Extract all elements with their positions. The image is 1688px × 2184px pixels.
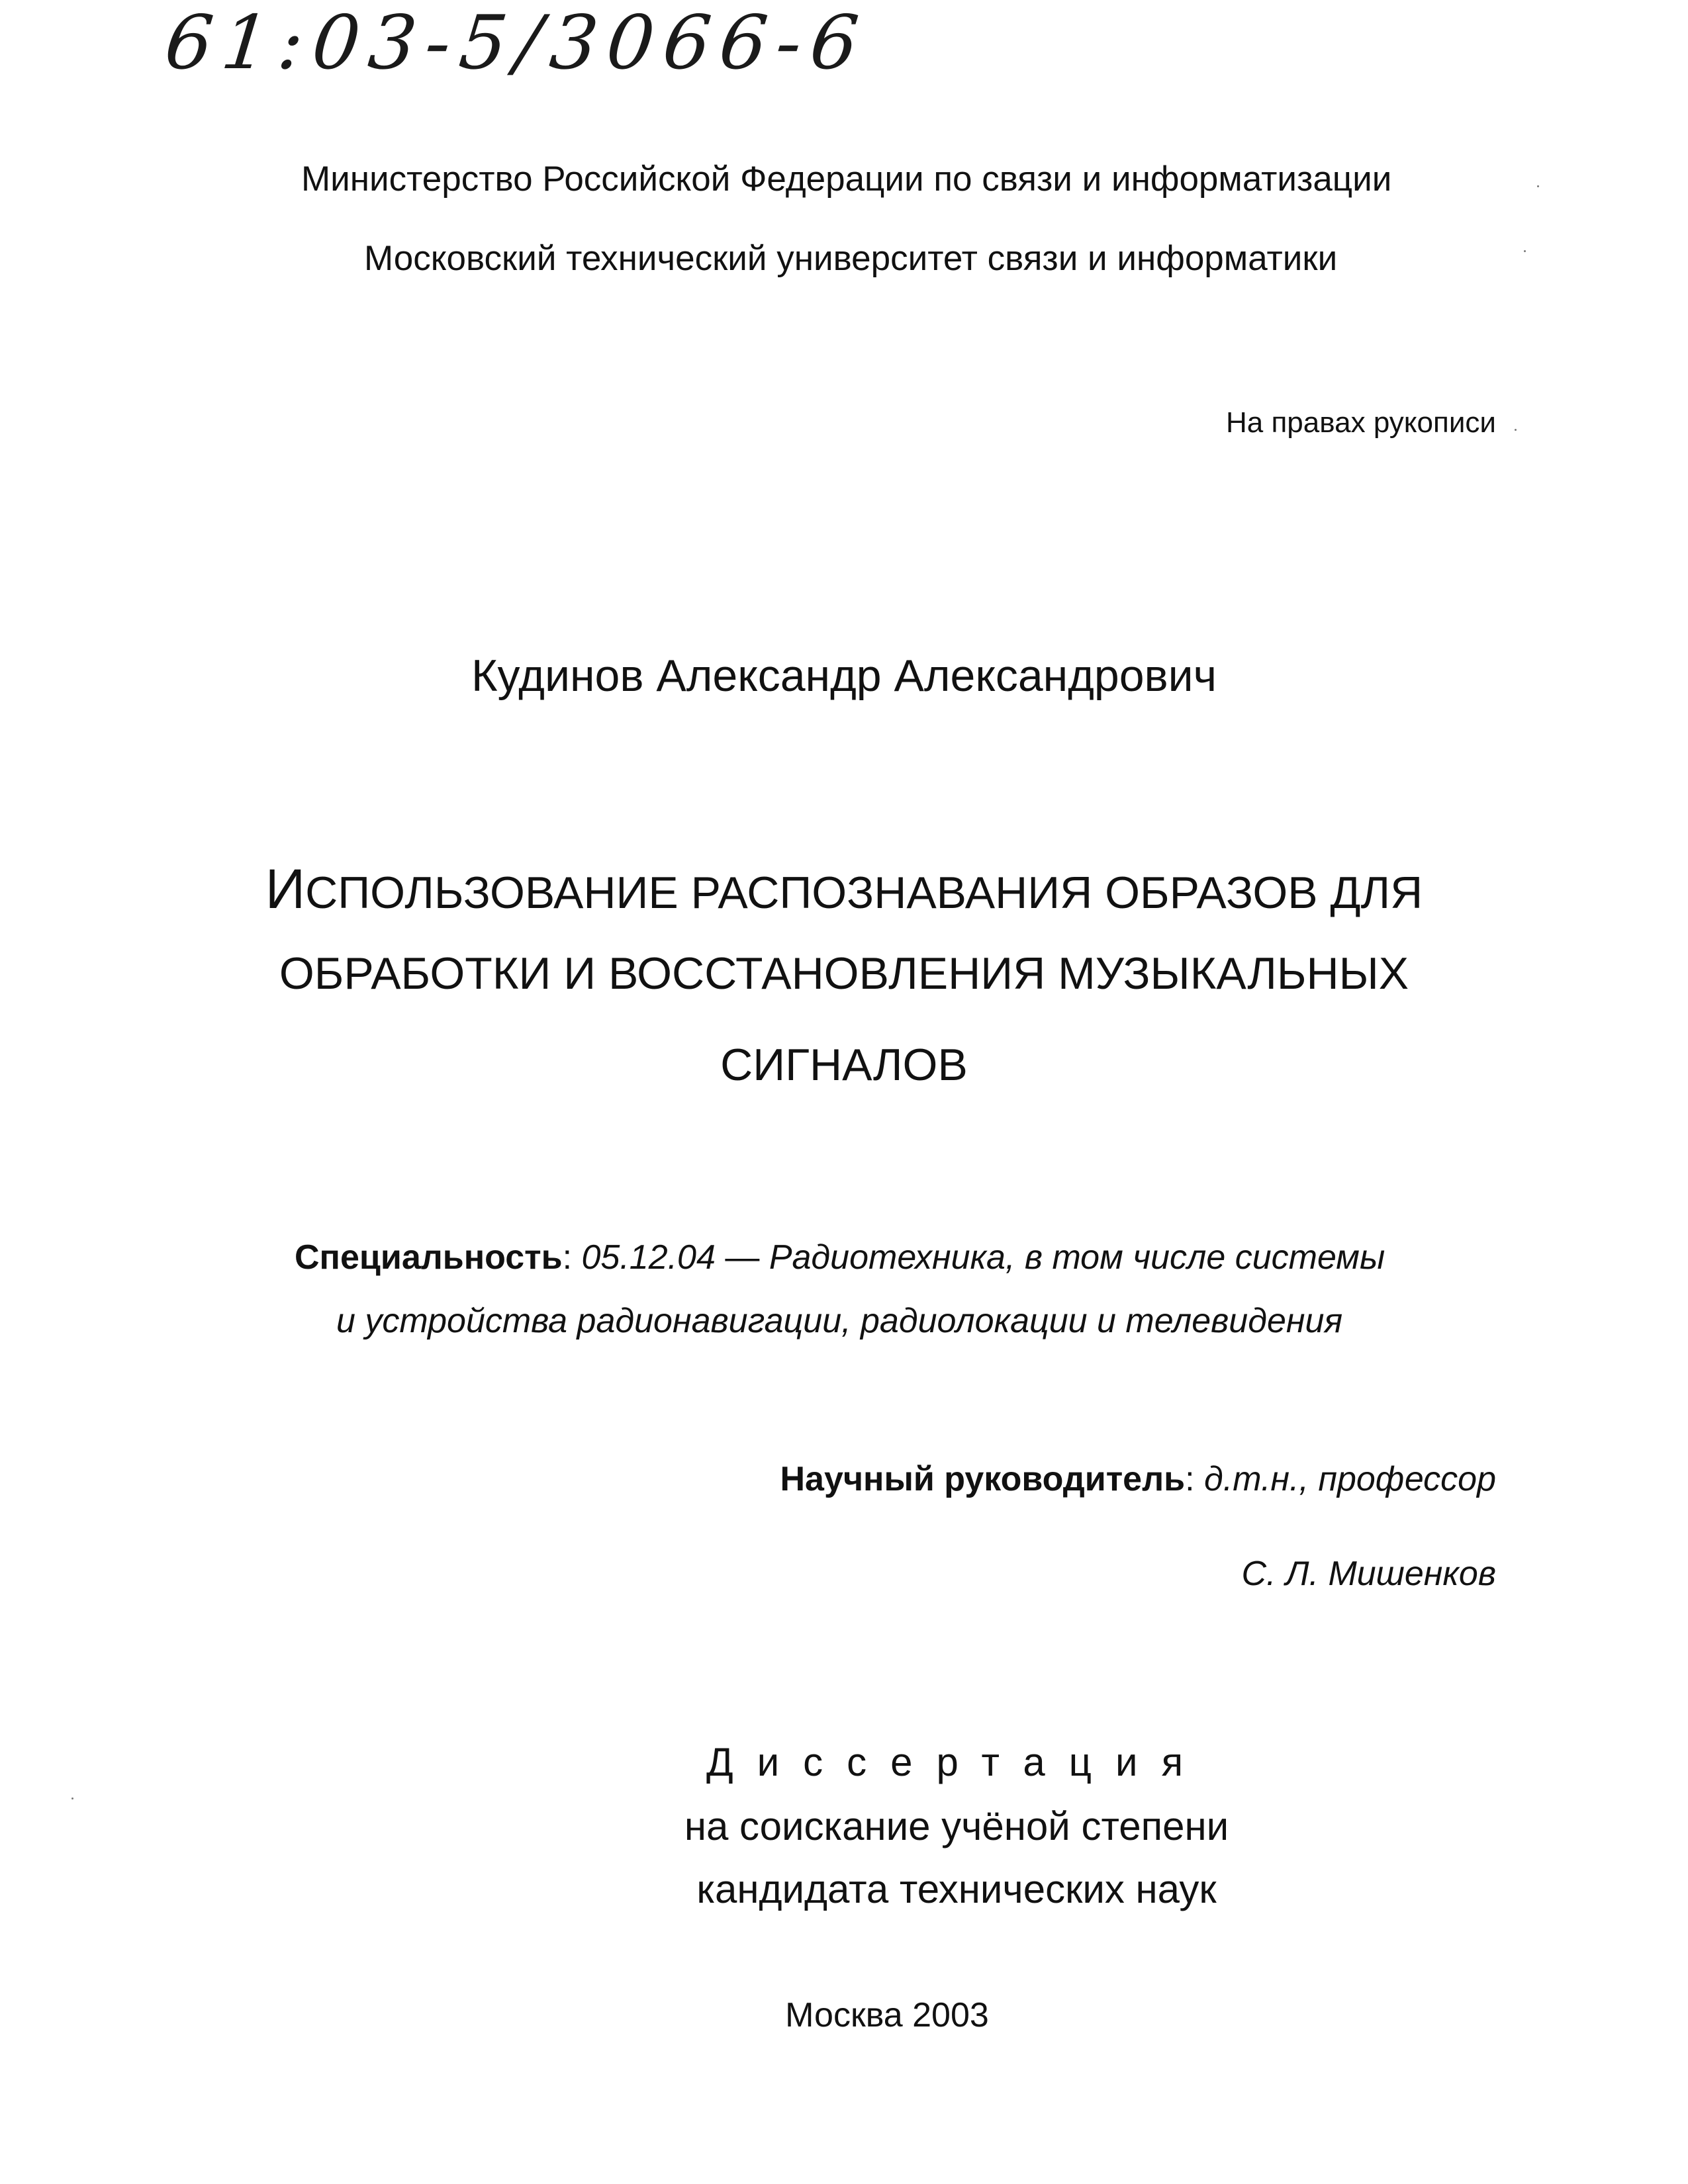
- specialty-description-1: Радиотехника, в том числе системы: [769, 1238, 1385, 1277]
- specialty-line-1: [295, 1238, 1385, 1277]
- supervisor-label: Научный руководитель: [780, 1460, 1186, 1498]
- thesis-title-line-3: СИГНАЛОВ: [720, 1040, 968, 1090]
- scan-speck: [71, 1797, 73, 1799]
- specialty-label: Специальность: [295, 1238, 563, 1277]
- supervisor-degree: д.т.н., профессор: [1204, 1460, 1496, 1498]
- specialty-dash: —: [715, 1238, 769, 1277]
- thesis-title-line-2: ОБРАБОТКИ И ВОССТАНОВЛЕНИЯ МУЗЫКАЛЬНЫХ: [279, 948, 1409, 999]
- university-heading: Московский технический университет связи и информатики: [364, 239, 1338, 278]
- specialty-description-2: и устройства радионавигации, радиолокации и телевидения: [336, 1302, 1343, 1340]
- dissertation-degree-line: кандидата технических наук: [696, 1867, 1217, 1911]
- specialty-code: 05.12.04: [581, 1238, 716, 1277]
- thesis-title-line-1: [0, 857, 1688, 921]
- ministry-heading: Министерство Российской Федерации по связи и информатизации: [301, 159, 1392, 199]
- city-year: Москва 2003: [785, 1996, 989, 2034]
- supervisor-line: [780, 1459, 1496, 1499]
- scan-speck: [1515, 429, 1517, 431]
- supervisor-separator: :: [1185, 1460, 1205, 1498]
- dissertation-heading: Диссертация: [706, 1740, 1207, 1784]
- title-line-1-text: СПОЛЬЗОВАНИЕ РАСПОЗНАВАНИЯ ОБРАЗОВ ДЛЯ: [305, 868, 1423, 918]
- dissertation-purpose-line: на соискание учёной степени: [684, 1804, 1229, 1848]
- scan-speck: [1537, 185, 1539, 187]
- author-name: Кудинов Александр Александрович: [471, 651, 1217, 701]
- supervisor-name: С. Л. Мишенков: [1241, 1555, 1496, 1593]
- manuscript-rights-note: На правах рукописи: [1226, 406, 1496, 439]
- title-initial-letter: И: [265, 858, 306, 920]
- scan-speck: [1524, 250, 1526, 252]
- specialty-separator: :: [562, 1238, 582, 1277]
- handwritten-catalog-number: 61:03-5/3066-6: [161, 0, 872, 86]
